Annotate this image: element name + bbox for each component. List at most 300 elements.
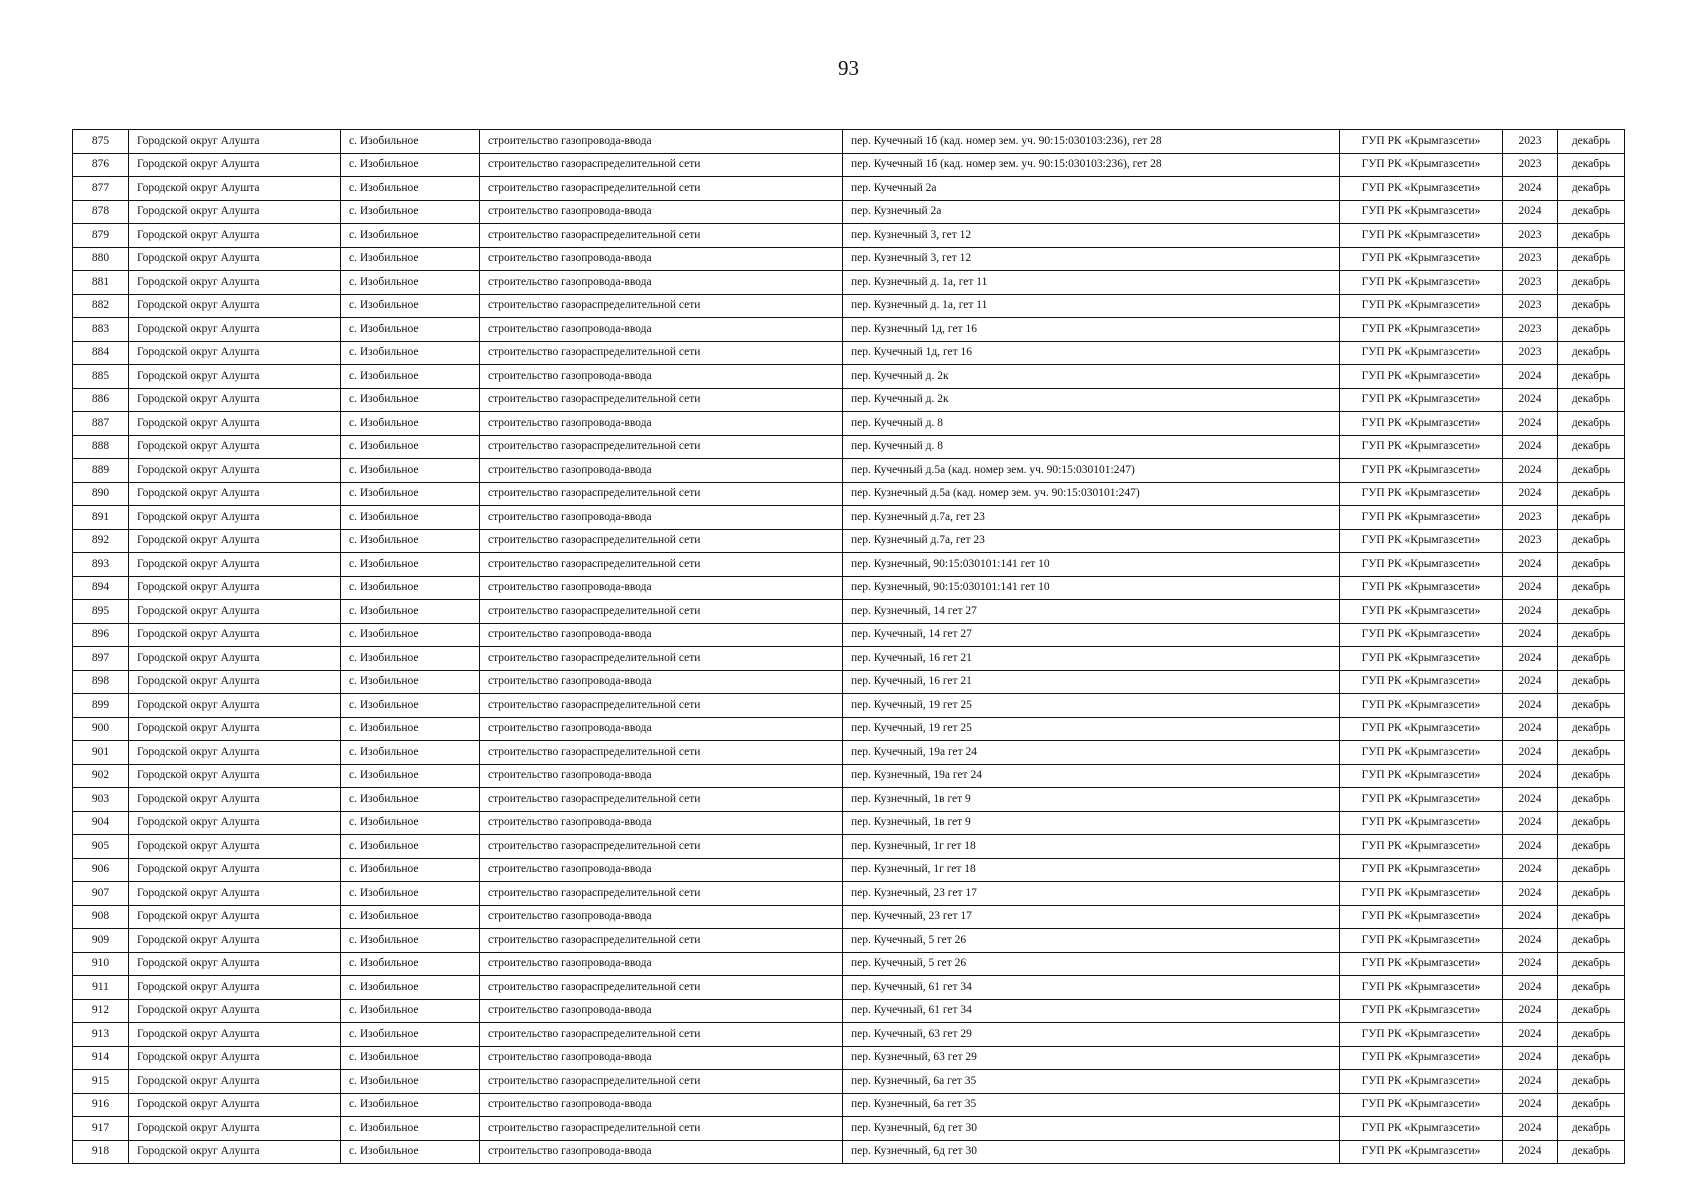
cell-row-number: 900 — [73, 717, 129, 741]
cell-row-number: 889 — [73, 459, 129, 483]
cell-settlement: с. Изобильное — [341, 1117, 480, 1141]
table-row — [73, 412, 1625, 436]
cell-year: 2024 — [1503, 952, 1558, 976]
cell-organization: ГУП РК «Крымгазсети» — [1340, 553, 1503, 577]
cell-row-number: 883 — [73, 318, 129, 342]
cell-organization: ГУП РК «Крымгазсети» — [1340, 623, 1503, 647]
cell-year: 2024 — [1503, 694, 1558, 718]
cell-month: декабрь — [1558, 788, 1625, 812]
cell-settlement: с. Изобильное — [341, 482, 480, 506]
cell-settlement: с. Изобильное — [341, 600, 480, 624]
cell-settlement: с. Изобильное — [341, 224, 480, 248]
cell-year: 2024 — [1503, 670, 1558, 694]
cell-month: декабрь — [1558, 741, 1625, 765]
cell-district: Городской округ Алушта — [129, 247, 341, 271]
cell-work-type: строительство газораспределительной сети — [480, 647, 843, 671]
cell-month: декабрь — [1558, 647, 1625, 671]
cell-address: пер. Кучечный д. 2к — [843, 365, 1340, 389]
cell-settlement: с. Изобильное — [341, 999, 480, 1023]
cell-work-type: строительство газопровода-ввода — [480, 764, 843, 788]
cell-district: Городской округ Алушта — [129, 177, 341, 201]
cell-address: пер. Кузнечный, 14 гет 27 — [843, 600, 1340, 624]
cell-address: пер. Кузнечный, 19а гет 24 — [843, 764, 1340, 788]
cell-row-number: 882 — [73, 294, 129, 318]
cell-district: Городской округ Алушта — [129, 506, 341, 530]
table-row — [73, 459, 1625, 483]
cell-settlement: с. Изобильное — [341, 670, 480, 694]
cell-organization: ГУП РК «Крымгазсети» — [1340, 388, 1503, 412]
table-row — [73, 717, 1625, 741]
cell-row-number: 885 — [73, 365, 129, 389]
cell-row-number: 890 — [73, 482, 129, 506]
cell-work-type: строительство газопровода-ввода — [480, 506, 843, 530]
cell-month: декабрь — [1558, 811, 1625, 835]
cell-settlement: с. Изобильное — [341, 976, 480, 1000]
cell-organization: ГУП РК «Крымгазсети» — [1340, 1046, 1503, 1070]
cell-address: пер. Кучечный д. 8 — [843, 412, 1340, 436]
cell-month: декабрь — [1558, 764, 1625, 788]
cell-row-number: 886 — [73, 388, 129, 412]
table-row — [73, 764, 1625, 788]
cell-month: декабрь — [1558, 858, 1625, 882]
cell-settlement: с. Изобильное — [341, 623, 480, 647]
cell-row-number: 881 — [73, 271, 129, 295]
cell-address: пер. Кучечный, 61 гет 34 — [843, 999, 1340, 1023]
cell-organization: ГУП РК «Крымгазсети» — [1340, 905, 1503, 929]
cell-row-number: 914 — [73, 1046, 129, 1070]
cell-year: 2024 — [1503, 459, 1558, 483]
cell-address: пер. Кучечный 1б (кад. номер зем. уч. 90:15:030103:236), гет 28 — [843, 130, 1340, 154]
table-row — [73, 553, 1625, 577]
cell-year: 2024 — [1503, 929, 1558, 953]
cell-year: 2024 — [1503, 1070, 1558, 1094]
cell-year: 2023 — [1503, 130, 1558, 154]
cell-organization: ГУП РК «Крымгазсети» — [1340, 835, 1503, 859]
cell-settlement: с. Изобильное — [341, 412, 480, 436]
table-row — [73, 600, 1625, 624]
cell-organization: ГУП РК «Крымгазсети» — [1340, 153, 1503, 177]
cell-district: Городской округ Алушта — [129, 271, 341, 295]
cell-year: 2024 — [1503, 858, 1558, 882]
cell-organization: ГУП РК «Крымгазсети» — [1340, 670, 1503, 694]
cell-month: декабрь — [1558, 1070, 1625, 1094]
cell-month: декабрь — [1558, 835, 1625, 859]
cell-organization: ГУП РК «Крымгазсети» — [1340, 459, 1503, 483]
cell-district: Городской округ Алушта — [129, 341, 341, 365]
cell-year: 2024 — [1503, 717, 1558, 741]
cell-settlement: с. Изобильное — [341, 153, 480, 177]
cell-district: Городской округ Алушта — [129, 1046, 341, 1070]
cell-row-number: 912 — [73, 999, 129, 1023]
cell-year: 2023 — [1503, 318, 1558, 342]
cell-settlement: с. Изобильное — [341, 247, 480, 271]
cell-organization: ГУП РК «Крымгазсети» — [1340, 811, 1503, 835]
cell-district: Городской округ Алушта — [129, 835, 341, 859]
table-row — [73, 741, 1625, 765]
cell-organization: ГУП РК «Крымгазсети» — [1340, 1023, 1503, 1047]
cell-row-number: 911 — [73, 976, 129, 1000]
cell-organization: ГУП РК «Крымгазсети» — [1340, 882, 1503, 906]
cell-organization: ГУП РК «Крымгазсети» — [1340, 130, 1503, 154]
cell-district: Городской округ Алушта — [129, 365, 341, 389]
cell-district: Городской округ Алушта — [129, 929, 341, 953]
cell-work-type: строительство газораспределительной сети — [480, 1117, 843, 1141]
cell-row-number: 905 — [73, 835, 129, 859]
cell-address: пер. Кучечный д. 2к — [843, 388, 1340, 412]
cell-month: декабрь — [1558, 623, 1625, 647]
cell-address: пер. Кузнечный 1д, гет 16 — [843, 318, 1340, 342]
cell-organization: ГУП РК «Крымгазсети» — [1340, 482, 1503, 506]
cell-address: пер. Кучечный 1б (кад. номер зем. уч. 90:15:030103:236), гет 28 — [843, 153, 1340, 177]
table-row — [73, 247, 1625, 271]
cell-settlement: с. Изобильное — [341, 200, 480, 224]
cell-district: Городской округ Алушта — [129, 153, 341, 177]
cell-organization: ГУП РК «Крымгазсети» — [1340, 976, 1503, 1000]
cell-settlement: с. Изобильное — [341, 576, 480, 600]
cell-year: 2023 — [1503, 294, 1558, 318]
cell-month: декабрь — [1558, 1093, 1625, 1117]
table-row — [73, 976, 1625, 1000]
cell-work-type: строительство газораспределительной сети — [480, 788, 843, 812]
cell-district: Городской округ Алушта — [129, 999, 341, 1023]
cell-district: Городской округ Алушта — [129, 576, 341, 600]
register-body — [73, 130, 1625, 1164]
cell-district: Городской округ Алушта — [129, 905, 341, 929]
cell-district: Городской округ Алушта — [129, 553, 341, 577]
cell-row-number: 906 — [73, 858, 129, 882]
cell-address: пер. Кузнечный 3, гет 12 — [843, 247, 1340, 271]
cell-work-type: строительство газопровода-ввода — [480, 412, 843, 436]
cell-row-number: 895 — [73, 600, 129, 624]
cell-settlement: с. Изобильное — [341, 835, 480, 859]
cell-year: 2024 — [1503, 553, 1558, 577]
cell-settlement: с. Изобильное — [341, 764, 480, 788]
cell-work-type: строительство газораспределительной сети — [480, 177, 843, 201]
cell-organization: ГУП РК «Крымгазсети» — [1340, 224, 1503, 248]
cell-month: декабрь — [1558, 529, 1625, 553]
cell-settlement: с. Изобильное — [341, 529, 480, 553]
cell-district: Городской округ Алушта — [129, 670, 341, 694]
cell-organization: ГУП РК «Крымгазсети» — [1340, 200, 1503, 224]
cell-row-number: 877 — [73, 177, 129, 201]
table-row — [73, 1046, 1625, 1070]
cell-address: пер. Кучечный, 16 гет 21 — [843, 647, 1340, 671]
cell-work-type: строительство газораспределительной сети — [480, 482, 843, 506]
cell-row-number: 888 — [73, 435, 129, 459]
cell-organization: ГУП РК «Крымгазсети» — [1340, 529, 1503, 553]
cell-organization: ГУП РК «Крымгазсети» — [1340, 741, 1503, 765]
cell-settlement: с. Изобильное — [341, 435, 480, 459]
cell-address: пер. Кузнечный, 90:15:030101:141 гет 10 — [843, 553, 1340, 577]
cell-address: пер. Кучечный, 5 гет 26 — [843, 929, 1340, 953]
cell-district: Городской округ Алушта — [129, 976, 341, 1000]
cell-settlement: с. Изобильное — [341, 1046, 480, 1070]
cell-row-number: 904 — [73, 811, 129, 835]
cell-work-type: строительство газопровода-ввода — [480, 365, 843, 389]
cell-district: Городской округ Алушта — [129, 388, 341, 412]
cell-district: Городской округ Алушта — [129, 1093, 341, 1117]
cell-address: пер. Кузнечный, 1в гет 9 — [843, 811, 1340, 835]
cell-month: декабрь — [1558, 224, 1625, 248]
cell-row-number: 902 — [73, 764, 129, 788]
cell-month: декабрь — [1558, 1023, 1625, 1047]
cell-month: декабрь — [1558, 130, 1625, 154]
cell-row-number: 878 — [73, 200, 129, 224]
cell-district: Городской округ Алушта — [129, 224, 341, 248]
cell-district: Городской округ Алушта — [129, 1117, 341, 1141]
table-row — [73, 576, 1625, 600]
cell-work-type: строительство газораспределительной сети — [480, 553, 843, 577]
cell-row-number: 913 — [73, 1023, 129, 1047]
table-row — [73, 130, 1625, 154]
cell-district: Городской округ Алушта — [129, 1023, 341, 1047]
cell-district: Городской округ Алушта — [129, 741, 341, 765]
cell-settlement: с. Изобильное — [341, 811, 480, 835]
cell-address: пер. Кучечный, 63 гет 29 — [843, 1023, 1340, 1047]
cell-work-type: строительство газораспределительной сети — [480, 153, 843, 177]
cell-organization: ГУП РК «Крымгазсети» — [1340, 576, 1503, 600]
register-table — [72, 129, 1625, 1164]
cell-work-type: строительство газопровода-ввода — [480, 905, 843, 929]
cell-settlement: с. Изобильное — [341, 365, 480, 389]
table-row — [73, 318, 1625, 342]
cell-address: пер. Кучечный, 19 гет 25 — [843, 717, 1340, 741]
cell-month: декабрь — [1558, 506, 1625, 530]
cell-address: пер. Кучечный, 16 гет 21 — [843, 670, 1340, 694]
cell-work-type: строительство газопровода-ввода — [480, 1093, 843, 1117]
table-row — [73, 294, 1625, 318]
cell-district: Городской округ Алушта — [129, 811, 341, 835]
cell-month: декабрь — [1558, 294, 1625, 318]
cell-work-type: строительство газопровода-ввода — [480, 130, 843, 154]
cell-organization: ГУП РК «Крымгазсети» — [1340, 929, 1503, 953]
cell-district: Городской округ Алушта — [129, 435, 341, 459]
table-row — [73, 529, 1625, 553]
cell-work-type: строительство газопровода-ввода — [480, 247, 843, 271]
cell-work-type: строительство газопровода-ввода — [480, 623, 843, 647]
cell-year: 2024 — [1503, 882, 1558, 906]
cell-settlement: с. Изобильное — [341, 858, 480, 882]
cell-work-type: строительство газораспределительной сети — [480, 1023, 843, 1047]
page-number: 93 — [838, 56, 859, 80]
cell-month: декабрь — [1558, 1046, 1625, 1070]
cell-address: пер. Кучечный 2а — [843, 177, 1340, 201]
cell-district: Городской округ Алушта — [129, 788, 341, 812]
cell-work-type: строительство газопровода-ввода — [480, 1046, 843, 1070]
cell-row-number: 887 — [73, 412, 129, 436]
cell-organization: ГУП РК «Крымгазсети» — [1340, 341, 1503, 365]
cell-month: декабрь — [1558, 905, 1625, 929]
cell-organization: ГУП РК «Крымгазсети» — [1340, 271, 1503, 295]
cell-district: Городской округ Алушта — [129, 858, 341, 882]
cell-address: пер. Кузнечный 3, гет 12 — [843, 224, 1340, 248]
cell-settlement: с. Изобильное — [341, 388, 480, 412]
cell-district: Городской округ Алушта — [129, 200, 341, 224]
cell-district: Городской округ Алушта — [129, 482, 341, 506]
cell-year: 2024 — [1503, 1023, 1558, 1047]
cell-work-type: строительство газопровода-ввода — [480, 459, 843, 483]
cell-row-number: 915 — [73, 1070, 129, 1094]
cell-organization: ГУП РК «Крымгазсети» — [1340, 1093, 1503, 1117]
cell-settlement: с. Изобильное — [341, 1093, 480, 1117]
cell-organization: ГУП РК «Крымгазсети» — [1340, 247, 1503, 271]
cell-month: декабрь — [1558, 200, 1625, 224]
table-row — [73, 647, 1625, 671]
cell-district: Городской округ Алушта — [129, 318, 341, 342]
cell-row-number: 899 — [73, 694, 129, 718]
cell-month: декабрь — [1558, 717, 1625, 741]
table-row — [73, 341, 1625, 365]
cell-year: 2024 — [1503, 835, 1558, 859]
cell-settlement: с. Изобильное — [341, 882, 480, 906]
cell-row-number: 917 — [73, 1117, 129, 1141]
cell-address: пер. Кучечный д. 8 — [843, 435, 1340, 459]
cell-address: пер. Кузнечный, 1г гет 18 — [843, 858, 1340, 882]
cell-organization: ГУП РК «Крымгазсети» — [1340, 435, 1503, 459]
cell-address: пер. Кузнечный д.5а (кад. номер зем. уч. 90:15:030101:247) — [843, 482, 1340, 506]
table-row — [73, 835, 1625, 859]
cell-organization: ГУП РК «Крымгазсети» — [1340, 177, 1503, 201]
cell-settlement: с. Изобильное — [341, 177, 480, 201]
cell-work-type: строительство газораспределительной сети — [480, 835, 843, 859]
cell-year: 2023 — [1503, 153, 1558, 177]
cell-settlement: с. Изобильное — [341, 788, 480, 812]
cell-organization: ГУП РК «Крымгазсети» — [1340, 788, 1503, 812]
table-row — [73, 999, 1625, 1023]
cell-year: 2024 — [1503, 200, 1558, 224]
cell-organization: ГУП РК «Крымгазсети» — [1340, 694, 1503, 718]
cell-work-type: строительство газораспределительной сети — [480, 741, 843, 765]
cell-district: Городской округ Алушта — [129, 1140, 341, 1164]
cell-row-number: 897 — [73, 647, 129, 671]
table-row — [73, 929, 1625, 953]
cell-month: декабрь — [1558, 1117, 1625, 1141]
cell-district: Городской округ Алушта — [129, 764, 341, 788]
table-row — [73, 1093, 1625, 1117]
table-row — [73, 1070, 1625, 1094]
cell-district: Городской округ Алушта — [129, 647, 341, 671]
cell-row-number: 884 — [73, 341, 129, 365]
cell-row-number: 907 — [73, 882, 129, 906]
cell-organization: ГУП РК «Крымгазсети» — [1340, 600, 1503, 624]
cell-month: декабрь — [1558, 999, 1625, 1023]
cell-work-type: строительство газопровода-ввода — [480, 717, 843, 741]
cell-organization: ГУП РК «Крымгазсети» — [1340, 318, 1503, 342]
cell-organization: ГУП РК «Крымгазсети» — [1340, 858, 1503, 882]
cell-row-number: 894 — [73, 576, 129, 600]
cell-month: декабрь — [1558, 271, 1625, 295]
cell-year: 2024 — [1503, 811, 1558, 835]
cell-month: декабрь — [1558, 435, 1625, 459]
cell-row-number: 898 — [73, 670, 129, 694]
cell-address: пер. Кузнечный, 6а гет 35 — [843, 1093, 1340, 1117]
cell-year: 2024 — [1503, 388, 1558, 412]
cell-month: декабрь — [1558, 482, 1625, 506]
cell-month: декабрь — [1558, 177, 1625, 201]
cell-year: 2024 — [1503, 1140, 1558, 1164]
cell-year: 2023 — [1503, 271, 1558, 295]
cell-month: декабрь — [1558, 1140, 1625, 1164]
cell-settlement: с. Изобильное — [341, 459, 480, 483]
cell-work-type: строительство газопровода-ввода — [480, 858, 843, 882]
table-row — [73, 694, 1625, 718]
cell-settlement: с. Изобильное — [341, 741, 480, 765]
cell-row-number: 896 — [73, 623, 129, 647]
cell-settlement: с. Изобильное — [341, 506, 480, 530]
cell-month: декабрь — [1558, 952, 1625, 976]
cell-work-type: строительство газопровода-ввода — [480, 952, 843, 976]
cell-settlement: с. Изобильное — [341, 271, 480, 295]
cell-settlement: с. Изобильное — [341, 905, 480, 929]
cell-year: 2024 — [1503, 764, 1558, 788]
cell-work-type: строительство газораспределительной сети — [480, 1070, 843, 1094]
cell-row-number: 901 — [73, 741, 129, 765]
cell-settlement: с. Изобильное — [341, 929, 480, 953]
cell-year: 2024 — [1503, 976, 1558, 1000]
cell-month: декабрь — [1558, 388, 1625, 412]
cell-year: 2024 — [1503, 177, 1558, 201]
cell-organization: ГУП РК «Крымгазсети» — [1340, 647, 1503, 671]
cell-address: пер. Кучечный, 61 гет 34 — [843, 976, 1340, 1000]
table-row — [73, 905, 1625, 929]
cell-month: декабрь — [1558, 365, 1625, 389]
cell-settlement: с. Изобильное — [341, 341, 480, 365]
table-row — [73, 1023, 1625, 1047]
cell-year: 2024 — [1503, 741, 1558, 765]
cell-year: 2023 — [1503, 224, 1558, 248]
cell-settlement: с. Изобильное — [341, 318, 480, 342]
table-row — [73, 882, 1625, 906]
cell-month: декабрь — [1558, 976, 1625, 1000]
cell-year: 2024 — [1503, 623, 1558, 647]
cell-district: Городской округ Алушта — [129, 882, 341, 906]
table-row — [73, 623, 1625, 647]
cell-organization: ГУП РК «Крымгазсети» — [1340, 506, 1503, 530]
cell-settlement: с. Изобильное — [341, 694, 480, 718]
cell-district: Городской округ Алушта — [129, 952, 341, 976]
cell-address: пер. Кузнечный, 6д гет 30 — [843, 1117, 1340, 1141]
cell-work-type: строительство газораспределительной сети — [480, 529, 843, 553]
cell-address: пер. Кузнечный д. 1а, гет 11 — [843, 271, 1340, 295]
cell-address: пер. Кузнечный д.7а, гет 23 — [843, 506, 1340, 530]
cell-work-type: строительство газораспределительной сети — [480, 388, 843, 412]
cell-settlement: с. Изобильное — [341, 294, 480, 318]
cell-address: пер. Кузнечный 2а — [843, 200, 1340, 224]
cell-year: 2024 — [1503, 1117, 1558, 1141]
cell-address: пер. Кузнечный, 1в гет 9 — [843, 788, 1340, 812]
cell-address: пер. Кузнечный д.7а, гет 23 — [843, 529, 1340, 553]
cell-work-type: строительство газораспределительной сети — [480, 882, 843, 906]
cell-work-type: строительство газораспределительной сети — [480, 224, 843, 248]
cell-settlement: с. Изобильное — [341, 130, 480, 154]
cell-row-number: 879 — [73, 224, 129, 248]
cell-row-number: 903 — [73, 788, 129, 812]
cell-work-type: строительство газораспределительной сети — [480, 976, 843, 1000]
table-row — [73, 952, 1625, 976]
cell-organization: ГУП РК «Крымгазсети» — [1340, 1140, 1503, 1164]
cell-address: пер. Кузнечный д. 1а, гет 11 — [843, 294, 1340, 318]
cell-work-type: строительство газораспределительной сети — [480, 694, 843, 718]
cell-address: пер. Кучечный, 5 гет 26 — [843, 952, 1340, 976]
cell-address: пер. Кучечный, 19а гет 24 — [843, 741, 1340, 765]
cell-row-number: 909 — [73, 929, 129, 953]
table-row — [73, 365, 1625, 389]
cell-settlement: с. Изобильное — [341, 952, 480, 976]
cell-district: Городской округ Алушта — [129, 600, 341, 624]
table-row — [73, 153, 1625, 177]
table-row — [73, 200, 1625, 224]
cell-settlement: с. Изобильное — [341, 553, 480, 577]
